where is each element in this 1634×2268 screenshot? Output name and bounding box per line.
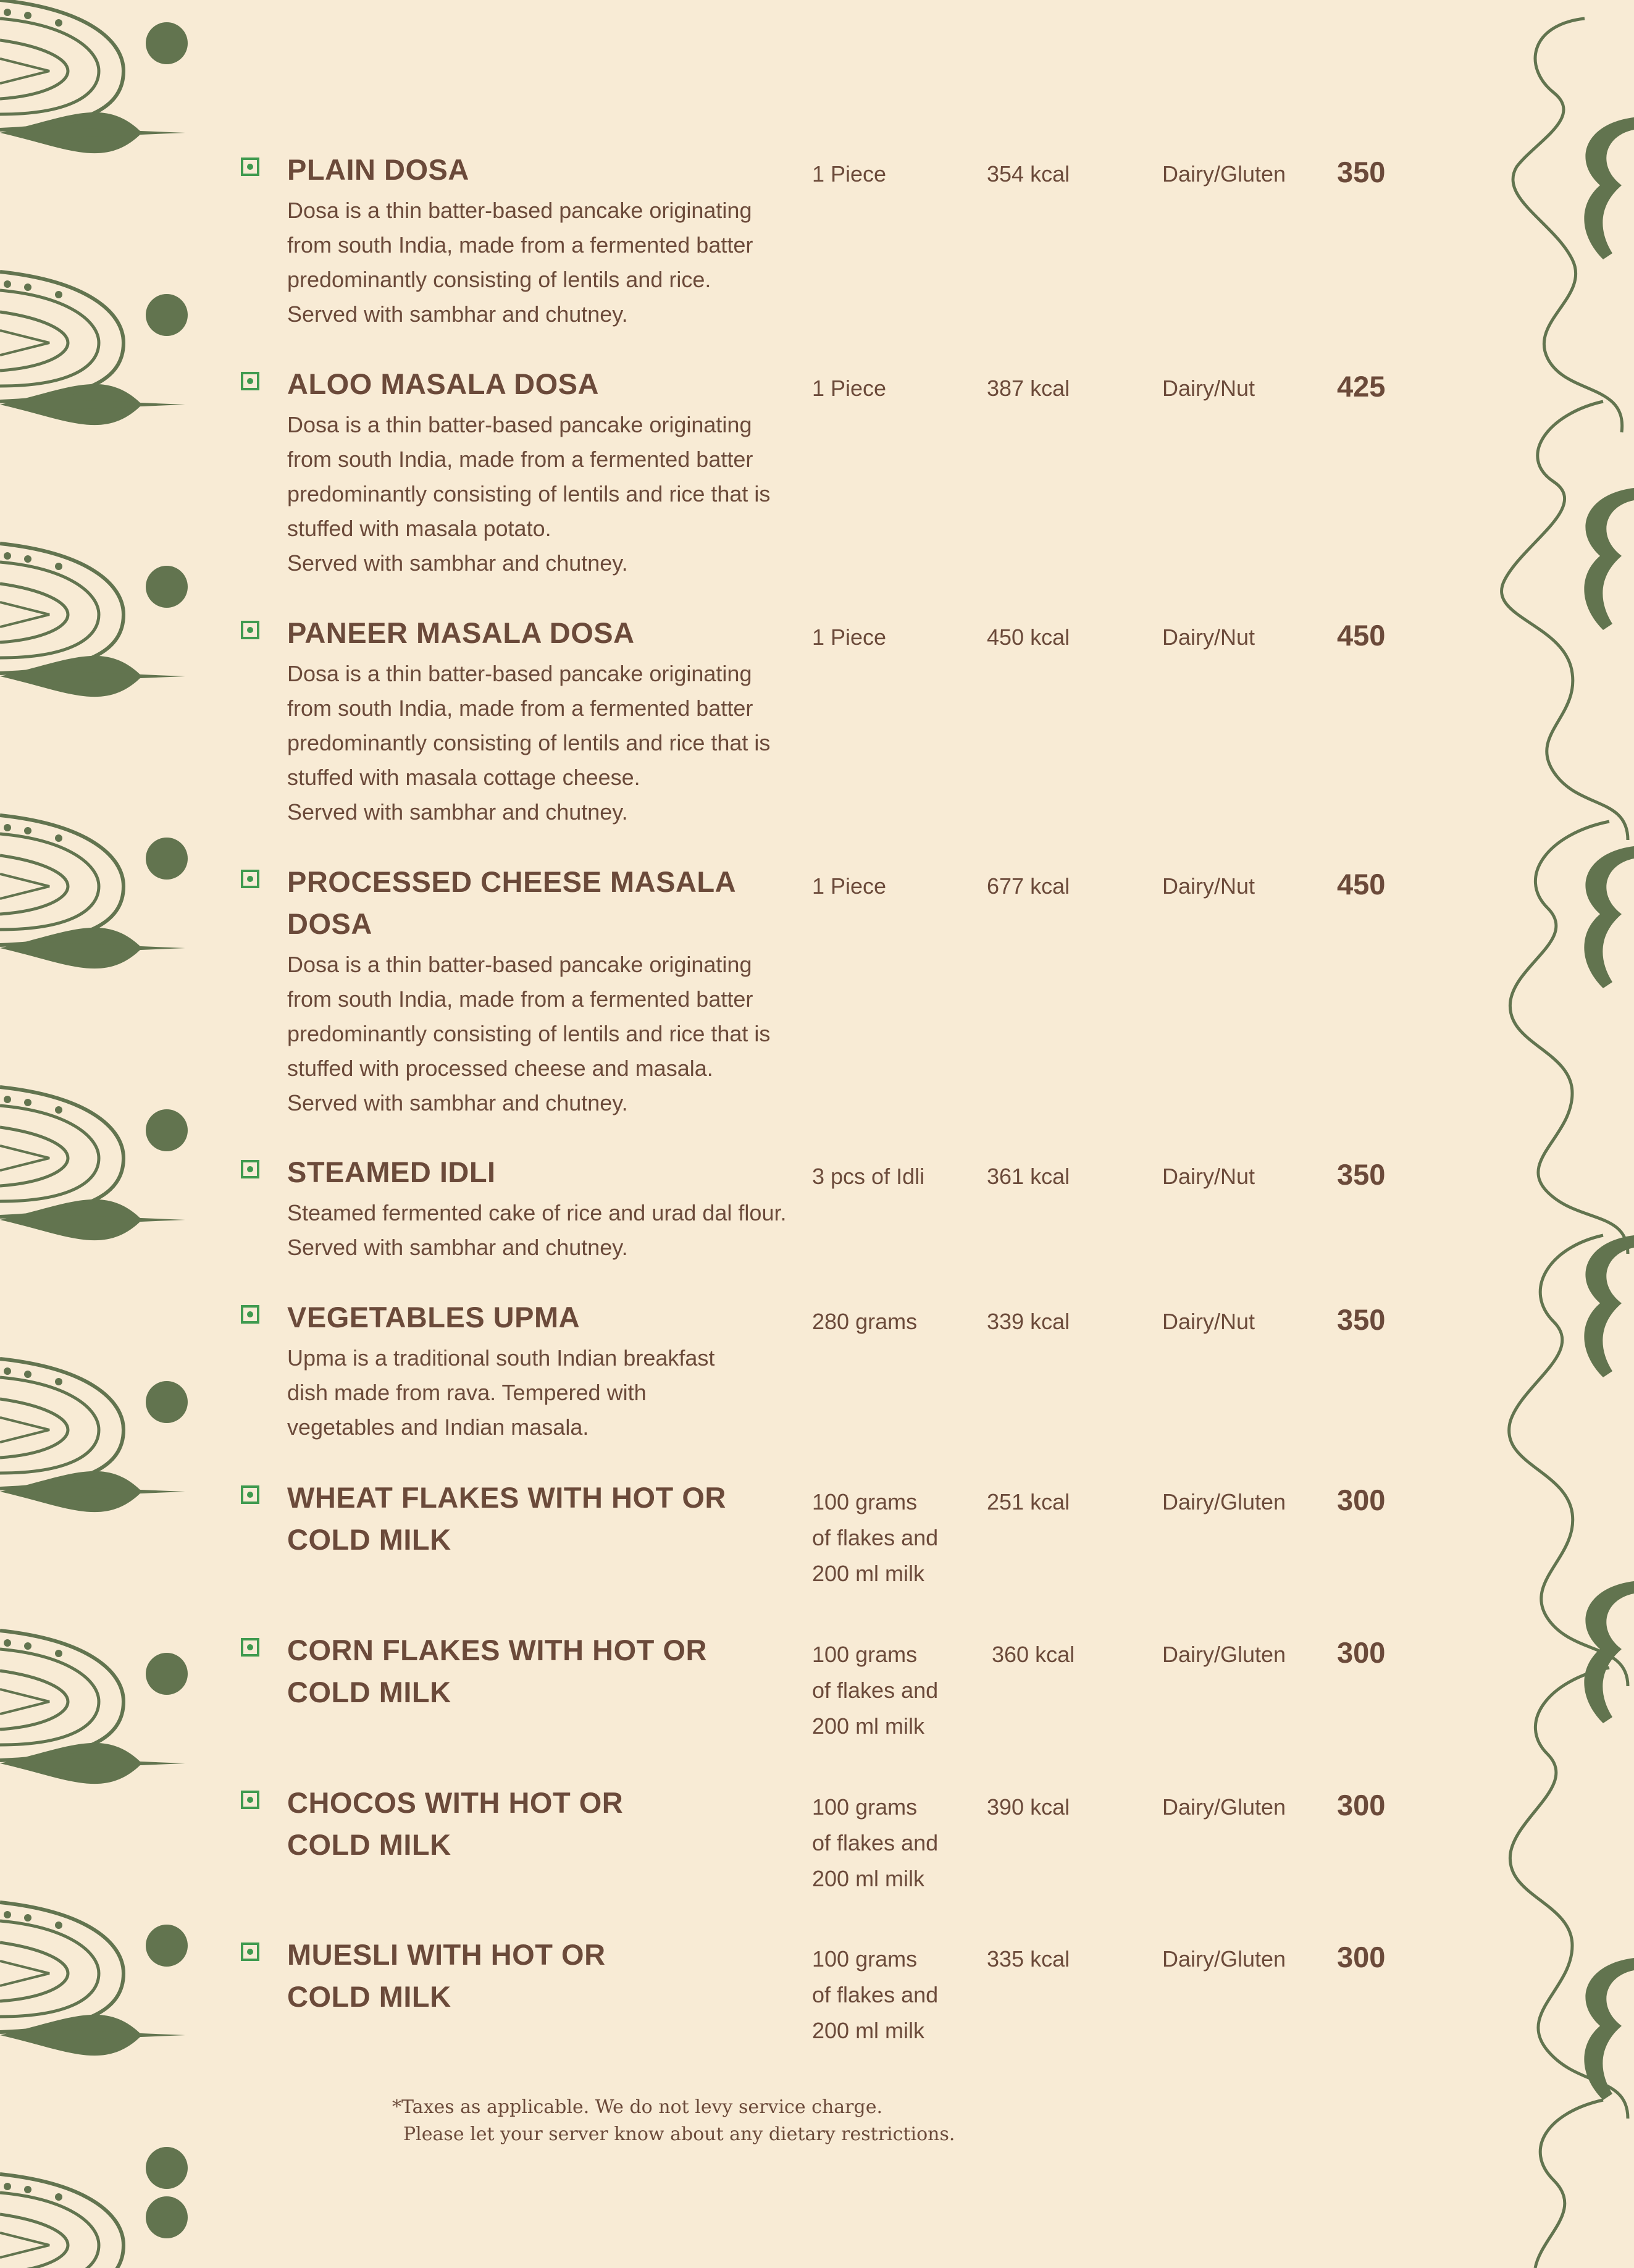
item-quantity: 1 Piece (812, 624, 887, 650)
item-quantity: 100 grams of flakes and 200 ml milk (812, 1946, 939, 2043)
veg-icon (241, 1942, 259, 1961)
veg-icon (241, 372, 259, 390)
veg-icon (241, 1160, 259, 1178)
item-allergens: Dairy/Gluten (1162, 1946, 1286, 1972)
item-kcal: 387 kcal (987, 376, 1070, 401)
item-price: 300 (1337, 1789, 1386, 1821)
item-kcal: 361 kcal (987, 1164, 1070, 1189)
item-quantity: 1 Piece (812, 873, 887, 899)
item-kcal: 354 kcal (987, 161, 1070, 187)
item-kcal: 251 kcal (987, 1489, 1070, 1514)
item-allergens: Dairy/Nut (1162, 376, 1255, 401)
item-name: WHEAT FLAKES WITH HOT OR COLD MILK (287, 1481, 726, 1556)
item-name: CHOCOS WITH HOT OR COLD MILK (287, 1786, 624, 1861)
item-kcal: 677 kcal (987, 873, 1070, 899)
item-price: 300 (1337, 1484, 1386, 1516)
item-price: 450 (1337, 619, 1386, 652)
veg-icon (241, 1791, 259, 1809)
veg-icon (241, 870, 259, 888)
veg-icon (241, 1485, 259, 1504)
item-name: PANEER MASALA DOSA (287, 616, 635, 649)
footnote (392, 2094, 955, 2148)
veg-icon (241, 1305, 259, 1324)
item-quantity: 1 Piece (812, 376, 887, 401)
veg-icon (241, 621, 259, 639)
item-name: MUESLI WITH HOT OR COLD MILK (287, 1938, 606, 2013)
footnote-dietary: Please let your server know about any dietary restrictions. (403, 2123, 955, 2145)
item-allergens: Dairy/Gluten (1162, 1489, 1286, 1514)
item-allergens: Dairy/Nut (1162, 873, 1255, 899)
item-allergens: Dairy/Nut (1162, 1309, 1255, 1334)
item-price: 300 (1337, 1941, 1386, 1973)
item-description: Dosa is a thin batter-based pancake originating from south India, made from a fermented batter predominantly consisting of lentils and rice that is stuffed with masala cottage cheese. Served with sambhar and chutney. (287, 661, 771, 825)
item-description: Dosa is a thin batter-based pancake originating from south India, made from a fermented batter predominantly consisting of lentils and rice that is stuffed with processed cheese and masala. Served with sambhar and chutney. (287, 952, 771, 1115)
item-kcal: 335 kcal (987, 1946, 1070, 1972)
item-allergens: Dairy/Nut (1162, 624, 1255, 650)
item-description: Upma is a traditional south Indian breakfast dish made from rava. Tempered with vegetables and Indian masala. (287, 1345, 715, 1440)
item-description: Dosa is a thin batter-based pancake originating from south India, made from a fermented batter predominantly consisting of lentils and rice. Served with sambhar and chutney. (287, 198, 753, 327)
item-name: CORN FLAKES WITH HOT OR COLD MILK (287, 1634, 707, 1708)
item-kcal: 360 kcal (992, 1642, 1075, 1667)
veg-icon (241, 158, 259, 176)
item-description: Steamed fermented cake of rice and urad dal flour. Served with sambhar and chutney. (287, 1200, 787, 1260)
footnote-taxes: *Taxes as applicable. We do not levy service charge. (392, 2096, 882, 2118)
item-name: STEAMED IDLI (287, 1156, 496, 1188)
item-price: 350 (1337, 156, 1386, 188)
item-kcal: 450 kcal (987, 624, 1070, 650)
item-description: Dosa is a thin batter-based pancake originating from south India, made from a fermented batter predominantly consisting of lentils and rice that is stuffed with masala potato. Served with sambhar and chutney. (287, 412, 771, 576)
item-price: 350 (1337, 1158, 1386, 1191)
item-allergens: Dairy/Gluten (1162, 161, 1286, 187)
item-quantity: 100 grams of flakes and 200 ml milk (812, 1794, 939, 1891)
item-quantity: 100 grams of flakes and 200 ml milk (812, 1489, 939, 1586)
item-quantity: 1 Piece (812, 161, 887, 187)
item-allergens: Dairy/Nut (1162, 1164, 1255, 1189)
item-name: ALOO MASALA DOSA (287, 368, 599, 400)
item-quantity: 3 pcs of Idli (812, 1164, 925, 1189)
item-allergens: Dairy/Gluten (1162, 1794, 1286, 1820)
item-kcal: 339 kcal (987, 1309, 1070, 1334)
item-allergens: Dairy/Gluten (1162, 1642, 1286, 1667)
veg-icon (241, 1638, 259, 1657)
item-price: 350 (1337, 1303, 1386, 1336)
item-price: 450 (1337, 868, 1386, 901)
item-name: PLAIN DOSA (287, 153, 469, 186)
item-quantity: 100 grams of flakes and 200 ml milk (812, 1642, 939, 1739)
item-price: 425 (1337, 370, 1386, 403)
item-name: PROCESSED CHEESE MASALA DOSA (287, 865, 735, 940)
item-kcal: 390 kcal (987, 1794, 1070, 1820)
item-name: VEGETABLES UPMA (287, 1301, 580, 1334)
item-quantity: 280 grams (812, 1309, 918, 1334)
item-price: 300 (1337, 1636, 1386, 1669)
